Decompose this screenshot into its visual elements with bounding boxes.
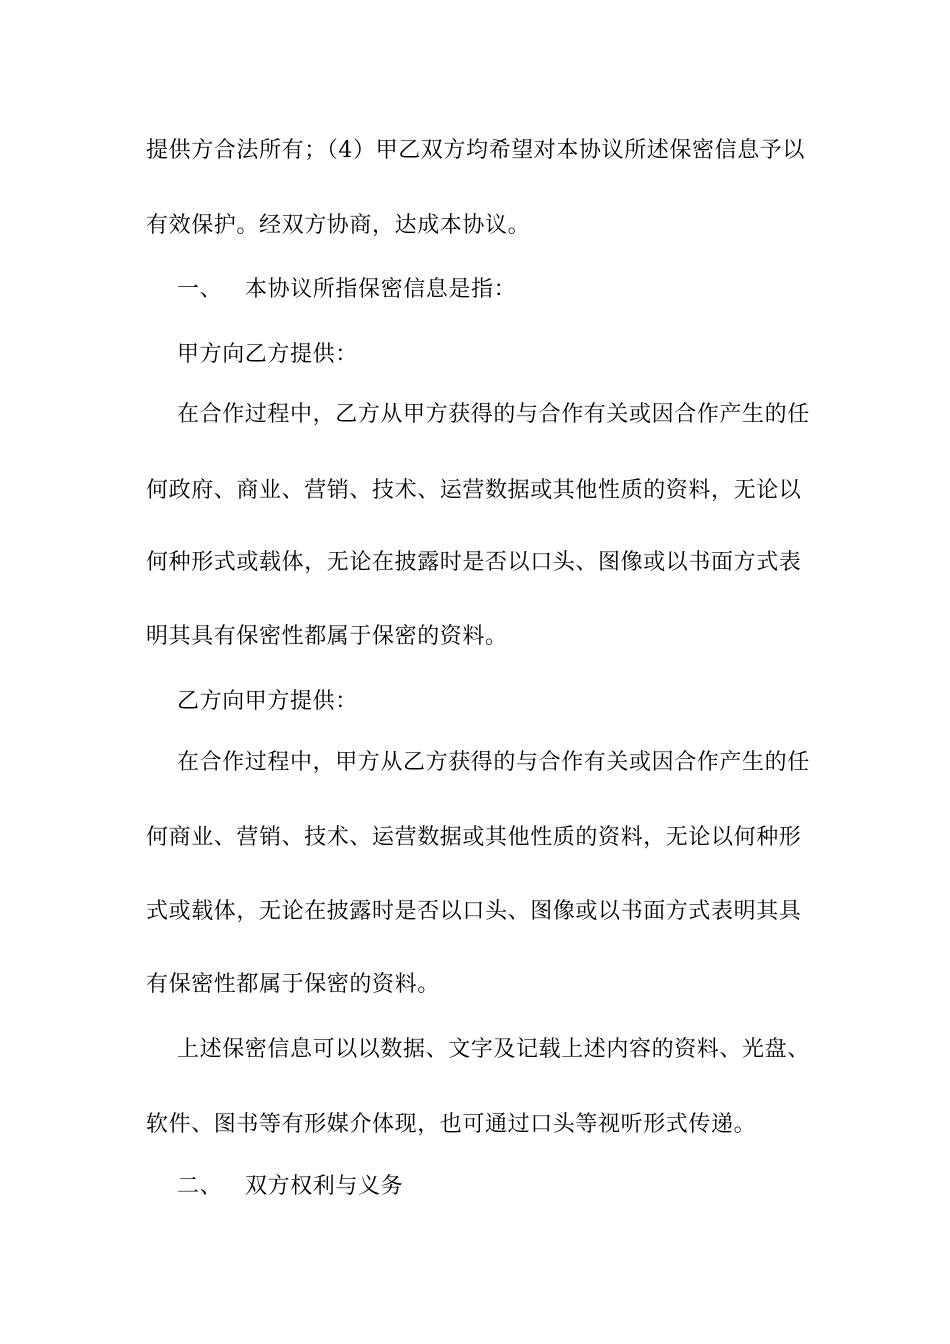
- paragraph-line: 式或载体，无论在披露时是否以口头、图像或以书面方式表明其具: [146, 899, 802, 924]
- paragraph-line: 软件、图书等有形媒介体现，也可通过口头等视听形式传递。: [146, 1112, 757, 1137]
- section-number: 一、: [177, 277, 223, 302]
- paragraph-line: 何种形式或载体，无论在披露时是否以口头、图像或以书面方式表: [146, 550, 802, 575]
- paragraph-line: 有效保护。经双方协商，达成本协议。: [146, 213, 531, 238]
- paragraph-line: 何政府、商业、营销、技术、运营数据或其他性质的资料，无论以: [146, 478, 802, 503]
- paragraph-line: 在合作过程中，甲方从乙方获得的与合作有关或因合作产生的任: [177, 750, 810, 775]
- section-title: 双方权利与义务: [245, 1174, 404, 1199]
- paragraph-line: 何商业、营销、技术、运营数据或其他性质的资料，无论以何种形: [146, 825, 802, 850]
- subheading: 甲方向乙方提供：: [177, 342, 358, 367]
- subheading: 乙方向甲方提供：: [177, 689, 358, 714]
- section-title: 本协议所指保密信息是指：: [245, 277, 517, 302]
- paragraph-line: 提供方合法所有；（4）甲乙双方均希望对本协议所述保密信息予以: [146, 138, 805, 163]
- paragraph-line: 上述保密信息可以以数据、文字及记载上述内容的资料、光盘、: [177, 1037, 810, 1062]
- paragraph-line: 在合作过程中，乙方从甲方获得的与合作有关或因合作产生的任: [177, 402, 810, 427]
- paragraph-line: 有保密性都属于保密的资料。: [146, 972, 440, 997]
- section-heading-2: [177, 1174, 857, 1200]
- paragraph-line: 明其具有保密性都属于保密的资料。: [146, 624, 508, 649]
- section-heading-1: [177, 277, 857, 303]
- section-number: 二、: [177, 1174, 223, 1199]
